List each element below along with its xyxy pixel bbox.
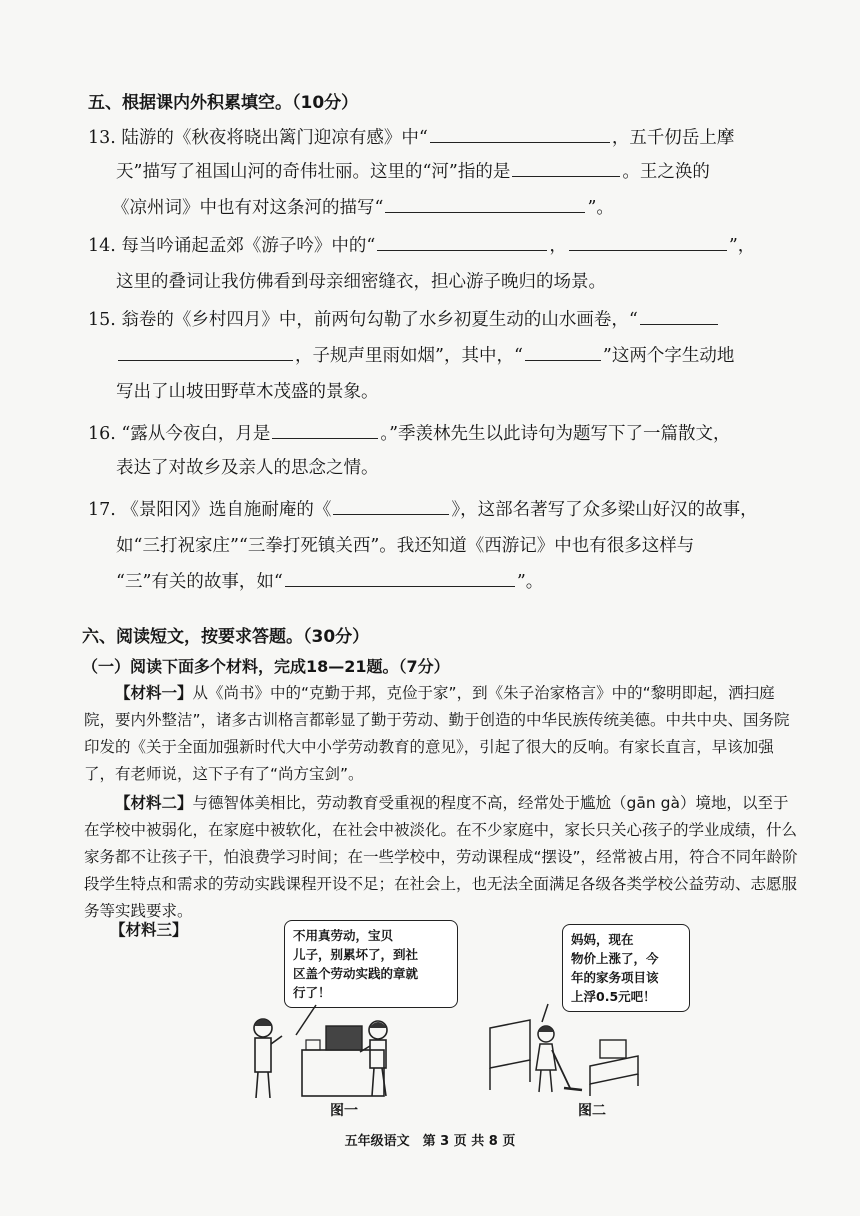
section5-title: 五、根据课内外积累填空。（10分）: [88, 93, 359, 113]
fig2-speech-bubble: 妈妈，现在 物价上涨了，今 年的家务项目该 上浮0.5元吧！: [562, 924, 690, 1012]
q15-line1: 15. 翁卷的《乡村四月》中，前两句勾勒了水乡初夏生动的山水画卷，“: [88, 306, 720, 331]
q17-line2: 如“三打祝家庄”“三拳打死镇关西”。我还知道《西游记》中也有很多这样与: [116, 536, 695, 556]
fig1-speech-bubble: 不用真劳动，宝贝 儿子，别累坏了，到社 区盖个劳动实践的章就 行了！: [284, 920, 458, 1008]
q15-blank1a[interactable]: [640, 307, 718, 326]
q17-blank1[interactable]: [333, 497, 449, 516]
section6-sub1: （一）阅读下面多个材料，完成18—21题。（7分）: [82, 657, 450, 676]
q17-blank2[interactable]: [285, 569, 515, 588]
fig1-illustration: [236, 1000, 436, 1100]
q15-blank2[interactable]: [525, 343, 601, 362]
q15-line2: ，子规声里雨如烟”，其中，“ ”这两个字生动地: [116, 342, 734, 367]
fig2-illustration: [486, 1000, 646, 1100]
page-footer: 五年级语文 第 3 页 共 8 页: [344, 1134, 516, 1149]
q17-line3: “三”有关的故事，如“ ”。: [116, 568, 543, 593]
q16-line1: 16. “露从今夜白，月是 。”季羡林先生以此诗句为题写下了一篇散文，: [88, 420, 731, 445]
fig1-caption: 图一: [330, 1103, 358, 1119]
q15-line3: 写出了山坡田野草木茂盛的景象。: [116, 382, 379, 402]
q13-blank2[interactable]: [512, 159, 620, 178]
q13-blank1[interactable]: [430, 125, 610, 144]
section6-title: 六、阅读短文，按要求答题。（30分）: [82, 627, 370, 647]
q16-blank1[interactable]: [272, 421, 378, 440]
q16-line2: 表达了对故乡及亲人的思念之情。: [116, 458, 379, 478]
q13-blank3[interactable]: [385, 195, 585, 214]
q13-line2: 天”描写了祖国山河的奇伟壮丽。这里的“河”指的是 。王之涣的: [116, 158, 710, 183]
q13-line1: 13. 陆游的《秋夜将晓出篱门迎凉有感》中“ ，五千仞岳上摩: [88, 124, 734, 149]
fig2-caption: 图二: [578, 1103, 606, 1119]
material1: 【材料一】从《尚书》中的“克勤于邦，克俭于家”，到《朱子治家格言》中的“黎明即起，洒扫庭院，要内外整洁”，诸多古训格言都彰显了勤于劳动、勤于创造的中华民族传统美德。中共中央、国务院印发的《关于全面加强新时代大中小学劳动教育的意见》，引起了很大的反响。有家长直言，早该加强了，有老师说，这下子有了“尚方宝剑”。: [84, 684, 790, 783]
q17-line1: 17. 《景阳冈》选自施耐庵的《 》，这部名著写了众多梁山好汉的故事，: [88, 496, 758, 521]
q14-blank2[interactable]: [569, 233, 727, 252]
q14-line1: 14. 每当吟诵起孟郊《游子吟》中的“ ， ”，: [88, 232, 755, 257]
material3-tag: 【材料三】: [110, 921, 188, 939]
q13-line3: 《凉州词》中也有对这条河的描写“ ”。: [112, 194, 614, 219]
materials: [84, 680, 800, 925]
q14-blank1[interactable]: [377, 233, 547, 252]
q15-blank1b[interactable]: [118, 343, 293, 362]
material2: 【材料二】与德智体美相比，劳动教育受重视的程度不高，经常处于尴尬（gān gà）境地，以至于在学校中被弱化，在家庭中被软化，在社会中被淡化。在不少家庭中，家长只关心孩子的学业成绩，什么家务都不让孩子干，怕浪费学习时间；在一些学校中，劳动课程成“摆设”，经常被占用，符合不同年龄阶段学生特点和需求的劳动实践课程开设不足；在社会上，也无法全面满足各级各类学校公益劳动、志愿服务等实践要求。: [84, 794, 798, 920]
q14-line2: 这里的叠词让我仿佛看到母亲细密缝衣，担心游子晚归的场景。: [116, 272, 606, 292]
